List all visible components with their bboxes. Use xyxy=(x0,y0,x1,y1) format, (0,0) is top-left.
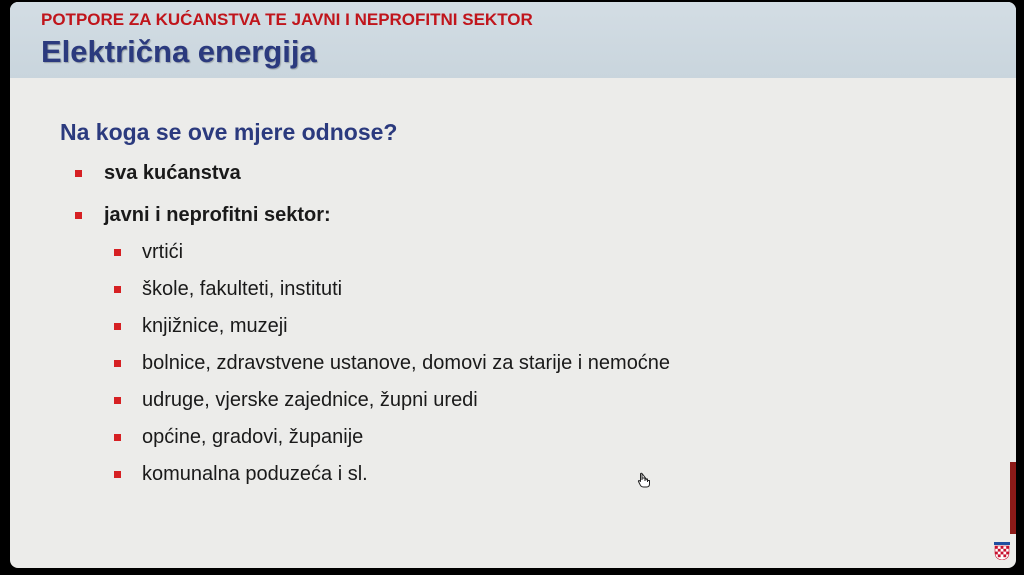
slide-supertitle: POTPORE ZA KUĆANSTVA TE JAVNI I NEPROFITNI SEKTOR xyxy=(41,10,533,29)
slide-question: Na koga se ove mjere odnose? xyxy=(60,119,398,145)
slide xyxy=(10,2,1016,568)
bullet-marker-icon xyxy=(114,323,121,330)
bullet-marker-icon xyxy=(114,360,121,367)
sub-bullet-item xyxy=(114,389,478,412)
sub-bullet-item xyxy=(114,426,363,449)
bullet-public-sector xyxy=(75,204,331,227)
sub-bullet-label: knjižnice, muzeji xyxy=(142,315,288,337)
sub-bullet-label: bolnice, zdravstvene ustanove, domovi za starije i nemoćne xyxy=(142,352,671,374)
sub-bullet-item xyxy=(114,315,288,338)
slide-accent-bar xyxy=(1010,462,1016,534)
slide-title: Električna energija xyxy=(41,34,317,69)
sub-bullet-label: škole, fakulteti, instituti xyxy=(142,278,343,300)
croatian-coat-of-arms-icon xyxy=(994,542,1010,560)
sub-bullet-item xyxy=(114,463,368,486)
bullet-marker-icon xyxy=(114,249,121,256)
sub-bullet-label: općine, gradovi, županije xyxy=(142,426,364,448)
sub-bullet-label: vrtići xyxy=(142,241,184,263)
sub-bullet-label: udruge, vjerske zajednice, župni uredi xyxy=(142,389,478,411)
sub-bullet-label: komunalna poduzeća i sl. xyxy=(142,463,368,485)
bullet-marker-icon xyxy=(114,397,121,404)
bullet-households xyxy=(75,162,241,185)
bullet-marker-icon xyxy=(114,471,121,478)
sub-bullet-item xyxy=(114,241,183,264)
slide-header xyxy=(10,2,1016,78)
sub-bullet-item xyxy=(114,278,342,301)
bullet-marker-icon xyxy=(75,170,82,177)
bullet-label: javni i neprofitni sektor: xyxy=(104,204,331,226)
bullet-marker-icon xyxy=(114,434,121,441)
bullet-label: sva kućanstva xyxy=(104,162,241,184)
bullet-marker-icon xyxy=(114,286,121,293)
hand-cursor-icon xyxy=(637,472,651,488)
sub-bullet-item xyxy=(114,352,670,375)
bullet-marker-icon xyxy=(75,212,82,219)
